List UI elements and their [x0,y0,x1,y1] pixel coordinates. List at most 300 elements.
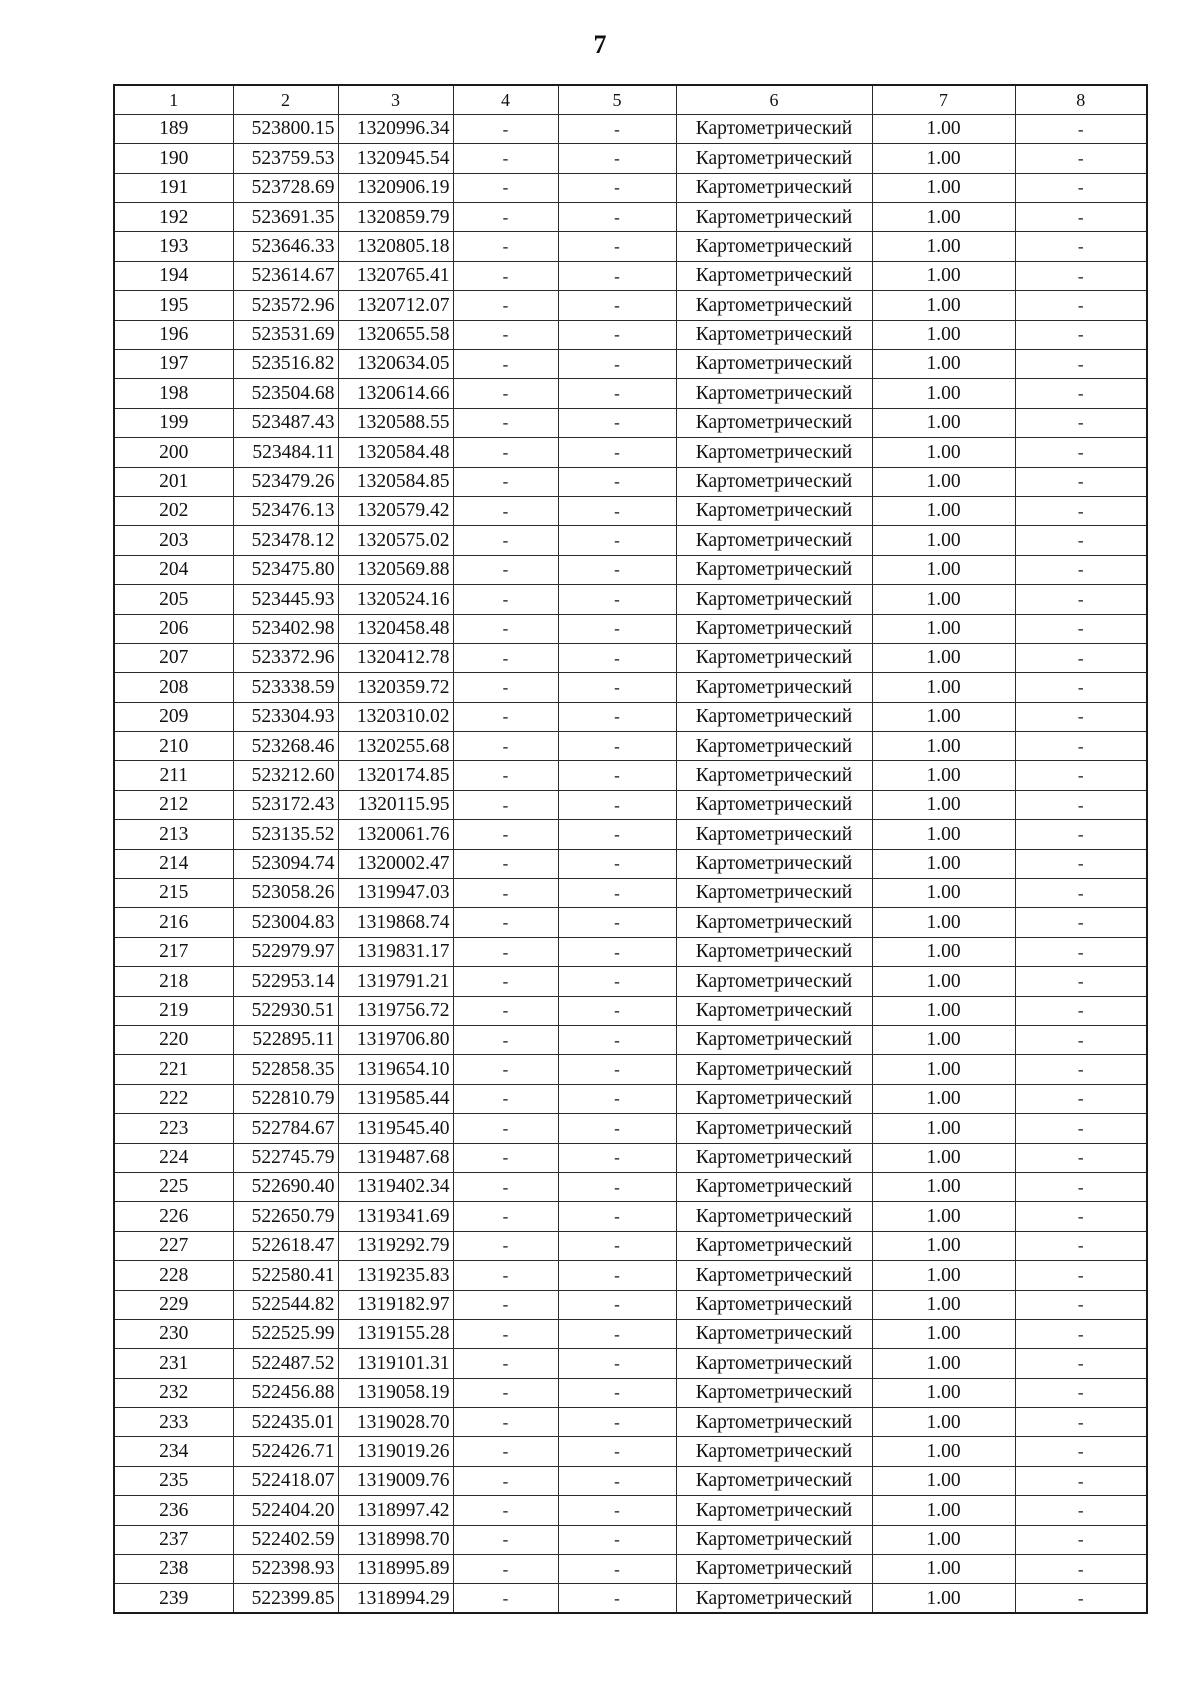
accuracy-cell: 1.00 [872,379,1015,408]
table-row [114,1408,1147,1437]
x-coordinate-cell: 522404.20 [233,1496,338,1525]
column-5-cell: - [558,203,676,232]
y-coordinate-cell: 1320859.79 [338,203,453,232]
column-8-cell: - [1015,1290,1147,1319]
column-5-cell: - [558,937,676,966]
y-coordinate-cell: 1319101.31 [338,1349,453,1378]
table-row [114,144,1147,173]
accuracy-cell: 1.00 [872,1114,1015,1143]
x-coordinate-cell: 523516.82 [233,350,338,379]
method-cell: Картометрический [676,173,872,202]
table-row [114,996,1147,1025]
column-4-cell: - [453,908,558,937]
point-number-cell: 209 [114,702,233,731]
accuracy-cell: 1.00 [872,144,1015,173]
column-5-cell: - [558,408,676,437]
point-number-cell: 232 [114,1378,233,1407]
point-number-cell: 189 [114,114,233,143]
x-coordinate-cell: 522895.11 [233,1026,338,1055]
column-header: 8 [1015,85,1147,114]
y-coordinate-cell: 1319654.10 [338,1055,453,1084]
column-5-cell: - [558,1055,676,1084]
column-5-cell: - [558,526,676,555]
method-cell: Картометрический [676,1055,872,1084]
method-cell: Картометрический [676,1202,872,1231]
x-coordinate-cell: 523268.46 [233,732,338,761]
method-cell: Картометрический [676,467,872,496]
accuracy-cell: 1.00 [872,673,1015,702]
table-body [114,114,1147,1613]
method-cell: Картометрический [676,820,872,849]
column-8-cell: - [1015,1525,1147,1554]
column-8-cell: - [1015,379,1147,408]
y-coordinate-cell: 1319487.68 [338,1143,453,1172]
table-row [114,379,1147,408]
x-coordinate-cell: 523487.43 [233,408,338,437]
accuracy-cell: 1.00 [872,643,1015,672]
point-number-cell: 236 [114,1496,233,1525]
column-5-cell: - [558,1555,676,1584]
column-header: 6 [676,85,872,114]
point-number-cell: 231 [114,1349,233,1378]
point-number-cell: 215 [114,879,233,908]
column-5-cell: - [558,761,676,790]
column-4-cell: - [453,585,558,614]
column-5-cell: - [558,173,676,202]
y-coordinate-cell: 1320569.88 [338,555,453,584]
column-8-cell: - [1015,1584,1147,1613]
x-coordinate-cell: 523479.26 [233,467,338,496]
point-number-cell: 196 [114,320,233,349]
column-4-cell: - [453,732,558,761]
x-coordinate-cell: 522858.35 [233,1055,338,1084]
x-coordinate-cell: 523646.33 [233,232,338,261]
y-coordinate-cell: 1320765.41 [338,261,453,290]
column-4-cell: - [453,673,558,702]
accuracy-cell: 1.00 [872,908,1015,937]
point-number-cell: 223 [114,1114,233,1143]
column-5-cell: - [558,1525,676,1554]
column-8-cell: - [1015,702,1147,731]
column-5-cell: - [558,350,676,379]
column-4-cell: - [453,526,558,555]
method-cell: Картометрический [676,614,872,643]
y-coordinate-cell: 1319019.26 [338,1437,453,1466]
column-8-cell: - [1015,790,1147,819]
column-header: 7 [872,85,1015,114]
accuracy-cell: 1.00 [872,1231,1015,1260]
column-8-cell: - [1015,1466,1147,1495]
column-8-cell: - [1015,908,1147,937]
x-coordinate-cell: 523212.60 [233,761,338,790]
column-8-cell: - [1015,1261,1147,1290]
method-cell: Картометрический [676,1319,872,1348]
column-4-cell: - [453,1584,558,1613]
x-coordinate-cell: 523304.93 [233,702,338,731]
x-coordinate-cell: 523475.80 [233,555,338,584]
column-4-cell: - [453,1261,558,1290]
table-row [114,1290,1147,1319]
table-row [114,350,1147,379]
x-coordinate-cell: 523402.98 [233,614,338,643]
point-number-cell: 205 [114,585,233,614]
column-4-cell: - [453,1143,558,1172]
column-5-cell: - [558,732,676,761]
page-number: 7 [593,30,607,59]
y-coordinate-cell: 1319706.80 [338,1026,453,1055]
column-8-cell: - [1015,937,1147,966]
column-4-cell: - [453,702,558,731]
column-4-cell: - [453,467,558,496]
column-5-cell: - [558,1349,676,1378]
table-row [114,1437,1147,1466]
accuracy-cell: 1.00 [872,1290,1015,1319]
x-coordinate-cell: 523531.69 [233,320,338,349]
column-4-cell: - [453,1437,558,1466]
x-coordinate-cell: 522930.51 [233,996,338,1025]
column-4-cell: - [453,1496,558,1525]
point-number-cell: 227 [114,1231,233,1260]
column-8-cell: - [1015,408,1147,437]
method-cell: Картометрический [676,996,872,1025]
column-5-cell: - [558,379,676,408]
table-row [114,114,1147,143]
accuracy-cell: 1.00 [872,203,1015,232]
accuracy-cell: 1.00 [872,937,1015,966]
x-coordinate-cell: 523759.53 [233,144,338,173]
y-coordinate-cell: 1319235.83 [338,1261,453,1290]
method-cell: Картометрический [676,1143,872,1172]
column-5-cell: - [558,232,676,261]
column-8-cell: - [1015,761,1147,790]
column-8-cell: - [1015,526,1147,555]
column-5-cell: - [558,467,676,496]
column-4-cell: - [453,203,558,232]
column-4-cell: - [453,291,558,320]
method-cell: Картометрический [676,438,872,467]
method-cell: Картометрический [676,761,872,790]
column-4-cell: - [453,643,558,672]
accuracy-cell: 1.00 [872,555,1015,584]
point-number-cell: 218 [114,967,233,996]
column-4-cell: - [453,614,558,643]
accuracy-cell: 1.00 [872,291,1015,320]
x-coordinate-cell: 522435.01 [233,1408,338,1437]
y-coordinate-cell: 1320996.34 [338,114,453,143]
method-cell: Картометрический [676,555,872,584]
table-row [114,1584,1147,1613]
column-8-cell: - [1015,585,1147,614]
x-coordinate-cell: 523058.26 [233,879,338,908]
point-number-cell: 238 [114,1555,233,1584]
column-5-cell: - [558,320,676,349]
method-cell: Картометрический [676,1408,872,1437]
column-4-cell: - [453,232,558,261]
x-coordinate-cell: 522580.41 [233,1261,338,1290]
column-5-cell: - [558,790,676,819]
point-number-cell: 220 [114,1026,233,1055]
column-4-cell: - [453,1055,558,1084]
column-8-cell: - [1015,614,1147,643]
x-coordinate-cell: 522456.88 [233,1378,338,1407]
accuracy-cell: 1.00 [872,1408,1015,1437]
y-coordinate-cell: 1320524.16 [338,585,453,614]
method-cell: Картометрический [676,232,872,261]
method-cell: Картометрический [676,908,872,937]
column-8-cell: - [1015,114,1147,143]
table-row [114,261,1147,290]
method-cell: Картометрический [676,1114,872,1143]
accuracy-cell: 1.00 [872,1261,1015,1290]
y-coordinate-cell: 1320174.85 [338,761,453,790]
method-cell: Картометрический [676,1496,872,1525]
column-8-cell: - [1015,1555,1147,1584]
column-8-cell: - [1015,320,1147,349]
column-4-cell: - [453,1525,558,1554]
method-cell: Картометрический [676,1437,872,1466]
method-cell: Картометрический [676,1555,872,1584]
table-row [114,408,1147,437]
point-number-cell: 197 [114,350,233,379]
accuracy-cell: 1.00 [872,1349,1015,1378]
point-number-cell: 229 [114,1290,233,1319]
x-coordinate-cell: 522418.07 [233,1466,338,1495]
y-coordinate-cell: 1318994.29 [338,1584,453,1613]
method-cell: Картометрический [676,1172,872,1201]
method-cell: Картометрический [676,1290,872,1319]
point-number-cell: 198 [114,379,233,408]
column-header: 2 [233,85,338,114]
method-cell: Картометрический [676,879,872,908]
point-number-cell: 204 [114,555,233,584]
method-cell: Картометрический [676,849,872,878]
table-row [114,320,1147,349]
y-coordinate-cell: 1319831.17 [338,937,453,966]
table-row [114,1172,1147,1201]
column-8-cell: - [1015,173,1147,202]
column-4-cell: - [453,114,558,143]
x-coordinate-cell: 523372.96 [233,643,338,672]
column-5-cell: - [558,673,676,702]
x-coordinate-cell: 522426.71 [233,1437,338,1466]
column-4-cell: - [453,1202,558,1231]
column-5-cell: - [558,1466,676,1495]
coordinates-table [113,84,1148,1614]
column-5-cell: - [558,1261,676,1290]
point-number-cell: 225 [114,1172,233,1201]
y-coordinate-cell: 1319182.97 [338,1290,453,1319]
x-coordinate-cell: 522544.82 [233,1290,338,1319]
column-8-cell: - [1015,467,1147,496]
table-row [114,790,1147,819]
accuracy-cell: 1.00 [872,496,1015,525]
column-4-cell: - [453,1319,558,1348]
y-coordinate-cell: 1320002.47 [338,849,453,878]
method-cell: Картометрический [676,203,872,232]
column-4-cell: - [453,790,558,819]
column-5-cell: - [558,438,676,467]
table-row [114,438,1147,467]
method-cell: Картометрический [676,408,872,437]
accuracy-cell: 1.00 [872,1466,1015,1495]
column-5-cell: - [558,614,676,643]
accuracy-cell: 1.00 [872,173,1015,202]
column-5-cell: - [558,967,676,996]
table-row [114,585,1147,614]
y-coordinate-cell: 1320712.07 [338,291,453,320]
table-row [114,467,1147,496]
table-header-row [114,85,1147,114]
accuracy-cell: 1.00 [872,350,1015,379]
column-4-cell: - [453,144,558,173]
table-row [114,1231,1147,1260]
table-row [114,937,1147,966]
column-8-cell: - [1015,643,1147,672]
point-number-cell: 210 [114,732,233,761]
column-8-cell: - [1015,261,1147,290]
x-coordinate-cell: 522487.52 [233,1349,338,1378]
column-5-cell: - [558,820,676,849]
table-row [114,1114,1147,1143]
table-row [114,1143,1147,1172]
column-8-cell: - [1015,203,1147,232]
method-cell: Картометрический [676,967,872,996]
accuracy-cell: 1.00 [872,1143,1015,1172]
table-row [114,1202,1147,1231]
column-8-cell: - [1015,1378,1147,1407]
point-number-cell: 199 [114,408,233,437]
column-8-cell: - [1015,1026,1147,1055]
column-5-cell: - [558,702,676,731]
point-number-cell: 222 [114,1084,233,1113]
x-coordinate-cell: 523728.69 [233,173,338,202]
y-coordinate-cell: 1319868.74 [338,908,453,937]
table-row [114,702,1147,731]
column-5-cell: - [558,996,676,1025]
x-coordinate-cell: 523172.43 [233,790,338,819]
y-coordinate-cell: 1319402.34 [338,1172,453,1201]
y-coordinate-cell: 1319947.03 [338,879,453,908]
column-8-cell: - [1015,1319,1147,1348]
point-number-cell: 233 [114,1408,233,1437]
column-header: 5 [558,85,676,114]
table-row [114,1319,1147,1348]
x-coordinate-cell: 523445.93 [233,585,338,614]
x-coordinate-cell: 522953.14 [233,967,338,996]
accuracy-cell: 1.00 [872,320,1015,349]
column-8-cell: - [1015,1408,1147,1437]
accuracy-cell: 1.00 [872,879,1015,908]
table-row [114,908,1147,937]
table-row [114,496,1147,525]
column-5-cell: - [558,879,676,908]
y-coordinate-cell: 1319545.40 [338,1114,453,1143]
method-cell: Картометрический [676,379,872,408]
column-5-cell: - [558,1114,676,1143]
x-coordinate-cell: 523800.15 [233,114,338,143]
table-row [114,526,1147,555]
y-coordinate-cell: 1319585.44 [338,1084,453,1113]
column-8-cell: - [1015,350,1147,379]
column-5-cell: - [558,908,676,937]
y-coordinate-cell: 1320584.48 [338,438,453,467]
column-5-cell: - [558,114,676,143]
y-coordinate-cell: 1319756.72 [338,996,453,1025]
accuracy-cell: 1.00 [872,790,1015,819]
method-cell: Картометрический [676,937,872,966]
method-cell: Картометрический [676,1231,872,1260]
accuracy-cell: 1.00 [872,1084,1015,1113]
column-4-cell: - [453,1026,558,1055]
y-coordinate-cell: 1320359.72 [338,673,453,702]
point-number-cell: 216 [114,908,233,937]
column-5-cell: - [558,1408,676,1437]
x-coordinate-cell: 522745.79 [233,1143,338,1172]
point-number-cell: 200 [114,438,233,467]
table-row [114,232,1147,261]
method-cell: Картометрический [676,673,872,702]
column-header: 1 [114,85,233,114]
x-coordinate-cell: 522618.47 [233,1231,338,1260]
column-5-cell: - [558,1290,676,1319]
column-4-cell: - [453,879,558,908]
column-8-cell: - [1015,1437,1147,1466]
accuracy-cell: 1.00 [872,702,1015,731]
method-cell: Картометрический [676,114,872,143]
y-coordinate-cell: 1320655.58 [338,320,453,349]
y-coordinate-cell: 1319028.70 [338,1408,453,1437]
method-cell: Картометрический [676,1084,872,1113]
point-number-cell: 201 [114,467,233,496]
x-coordinate-cell: 523572.96 [233,291,338,320]
y-coordinate-cell: 1320310.02 [338,702,453,731]
method-cell: Картометрический [676,320,872,349]
y-coordinate-cell: 1320579.42 [338,496,453,525]
point-number-cell: 208 [114,673,233,702]
point-number-cell: 230 [114,1319,233,1348]
accuracy-cell: 1.00 [872,1437,1015,1466]
point-number-cell: 192 [114,203,233,232]
column-5-cell: - [558,555,676,584]
point-number-cell: 219 [114,996,233,1025]
method-cell: Картометрический [676,350,872,379]
column-5-cell: - [558,1319,676,1348]
x-coordinate-cell: 522399.85 [233,1584,338,1613]
method-cell: Картометрический [676,1466,872,1495]
point-number-cell: 239 [114,1584,233,1613]
table-row [114,555,1147,584]
y-coordinate-cell: 1318998.70 [338,1525,453,1554]
column-4-cell: - [453,761,558,790]
column-4-cell: - [453,350,558,379]
column-8-cell: - [1015,673,1147,702]
method-cell: Картометрический [676,790,872,819]
column-5-cell: - [558,1084,676,1113]
x-coordinate-cell: 522690.40 [233,1172,338,1201]
point-number-cell: 224 [114,1143,233,1172]
method-cell: Картометрический [676,702,872,731]
accuracy-cell: 1.00 [872,467,1015,496]
table-row [114,1466,1147,1495]
method-cell: Картометрический [676,291,872,320]
column-4-cell: - [453,1378,558,1407]
method-cell: Картометрический [676,261,872,290]
table-row [114,1026,1147,1055]
column-8-cell: - [1015,1231,1147,1260]
point-number-cell: 190 [114,144,233,173]
accuracy-cell: 1.00 [872,438,1015,467]
method-cell: Картометрический [676,643,872,672]
